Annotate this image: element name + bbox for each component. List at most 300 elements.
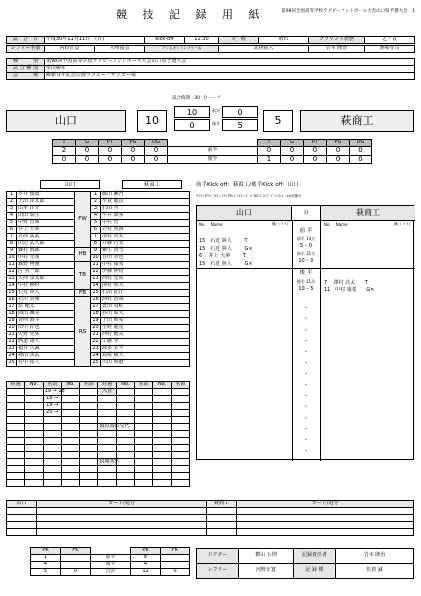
recorder-value: 佐貫 誠 (336, 564, 414, 579)
replacement-cell (7, 410, 25, 417)
replacement-cell (61, 459, 79, 466)
scoring-home-header: 山口 (197, 206, 292, 221)
lineup-away-name: 澤村 弥夫 (101, 283, 190, 290)
value-category: 第98回全国高等学校ラグビーフットボール大会山口県予選大会 (45, 59, 415, 66)
replacement-cell (171, 438, 189, 445)
replacement-section-label: 入替 (98, 389, 116, 396)
replacement-cell (43, 480, 61, 487)
replacement-cell (80, 410, 98, 417)
replacement-header (7, 382, 190, 389)
scoring-timeline-dash: – (304, 338, 308, 344)
hdr-home-dg: DG (145, 140, 168, 147)
replacement-cell (7, 445, 25, 452)
cards-cell (7, 515, 37, 522)
breakdown-label-first: 前半 (168, 147, 258, 156)
value-date: 平成30年11月11日 (日) (45, 37, 145, 44)
replacement-row (7, 473, 190, 480)
value-venue: 維新百年記念公園ラグビー・サッカー場 (45, 73, 415, 80)
replacement-cell (171, 403, 189, 410)
lineup-home-no: 13 (8, 275, 15, 282)
lineup-home-no: 16 (8, 296, 15, 303)
lineup-home-name: 岡田 颯亮 (17, 311, 75, 318)
breakdown-row-second: 0 0 0 0 0 後半 1 0 0 0 0 (53, 155, 372, 164)
hdr-home-pg: PG (122, 140, 145, 147)
value-weather: 晴れ (259, 37, 309, 44)
lineup-home-no: 11 (8, 261, 15, 268)
scoring-vs: 対 (292, 206, 320, 221)
value-kickoff: 12:30 (185, 37, 219, 44)
replacement-cell (153, 438, 171, 445)
replacement-cell (171, 452, 189, 459)
replacement-section-label: 負傷交代 (99, 458, 120, 465)
scoring-col-kind-away: 種(トライ) (394, 222, 411, 226)
doctor-value: 横山 公則 (239, 549, 294, 564)
replacement-cell (25, 445, 43, 452)
chief-recorder-label: 記録責任者 (294, 549, 336, 564)
replacement-cell (98, 445, 116, 452)
lineup-position: HB (75, 248, 91, 262)
replacement-cell (116, 438, 134, 445)
lineup-home-name: 森野 博雅 (17, 262, 75, 269)
replacement-col-header: No. (116, 382, 134, 389)
pen-hdr-home-fk: FK (61, 548, 91, 555)
lineup-home-no: 10 (8, 254, 15, 261)
replacement-cell (80, 424, 98, 431)
scoring-col-name-away: Name (335, 222, 348, 227)
lineup-home-name: 村中 拓人 (17, 360, 75, 367)
lineup-away-name: 西村 星虎 (101, 276, 190, 283)
replacement-cell (7, 396, 25, 403)
label-kickoff: kick-off (145, 37, 185, 44)
hdr-home-g: G (76, 140, 99, 147)
cards-cell (207, 529, 237, 536)
replacement-cell (80, 466, 98, 473)
lineup-home-name: 田辺 武大郎 (17, 241, 75, 248)
lineup-away-no: 21 (92, 331, 99, 338)
lineup-home-no: 24 (8, 352, 15, 359)
replacement-cell (153, 452, 171, 459)
away-first-half-score: 0 (222, 106, 258, 118)
scoring-event-1-label: 前半 14分 (296, 236, 316, 241)
penalty-table (30, 547, 190, 576)
replacement-row (7, 396, 190, 403)
value-ground: 芝・良 (365, 37, 415, 44)
replacement-cell (61, 466, 79, 473)
replacement-cell (171, 389, 189, 396)
cards-row (7, 508, 414, 515)
replacement-cell (80, 438, 98, 445)
lineup-away-no: 19 (92, 317, 99, 324)
replacement-cell (98, 396, 116, 403)
replacement-cell: 19 → (43, 403, 61, 410)
lineup-away-no: 2 (91, 199, 101, 206)
match-duration: 試合時間 30 分ハーフ (172, 96, 221, 101)
lineup-home-name: 青西 海斗 (17, 318, 75, 325)
value-referee: 河野正寛 (45, 46, 95, 53)
first-half-label: 前半 (212, 108, 220, 113)
scoring-timeline-dash: – (304, 382, 308, 388)
replacement-cell (80, 459, 98, 466)
scoring-timeline-dash: – (304, 349, 308, 355)
replacement-cell (43, 466, 61, 473)
replacement-cell (80, 445, 98, 452)
lineup-away-name: 川田 和磨 (101, 360, 190, 367)
lineup-away-no: 23 (92, 345, 99, 352)
replacement-cell (7, 431, 25, 438)
replacement-cell (135, 473, 153, 480)
replacement-cell (153, 417, 171, 424)
replacement-cell (7, 403, 25, 410)
meta-table-row2 (6, 45, 415, 53)
replacement-row (7, 466, 190, 473)
lineup-home-name: 江 喜一郎 (17, 269, 75, 276)
replacement-cell (153, 445, 171, 452)
lineup-away-no: 7 (91, 234, 101, 241)
replacement-cell (80, 452, 98, 459)
replacement-cell (7, 389, 25, 396)
replacement-cell (135, 438, 153, 445)
scoring-timeline-dash: – (304, 404, 308, 410)
scoring-timeline-dash: – (304, 415, 308, 421)
value-assistant-1: 北林拓人 (219, 46, 309, 53)
replacement-cell (43, 445, 61, 452)
replacement-cell (7, 466, 25, 473)
lineup-away-name: 西村 健亮 (101, 332, 190, 339)
replacement-row (7, 445, 190, 452)
kickoff-info: 前半Kick off：萩商工/後半Kick off：山口 (196, 182, 299, 188)
replacement-cell (43, 424, 61, 431)
cards-away-col: カード/処分 (237, 501, 414, 508)
away-total-score: 5 (263, 110, 293, 132)
penalty-row: 1 前半 8 (31, 555, 190, 562)
replacement-row (7, 424, 190, 431)
replacement-cell (25, 410, 43, 417)
cards-cell (237, 515, 414, 522)
replacement-cell (135, 452, 153, 459)
replacement-row (7, 403, 190, 410)
replacement-cell (7, 452, 25, 459)
breakdown-row-first: 2 0 0 0 0 前半 0 0 0 0 0 (53, 147, 372, 156)
replacement-cell (171, 466, 189, 473)
replacement-cell (25, 438, 43, 445)
lineup-home-name: 大西 彦太郎 (17, 276, 75, 283)
home-team-name: 山口 (6, 110, 126, 132)
replacement-cell: 20 → (43, 410, 61, 417)
lineup-home-name: 石近 陸人 (17, 290, 75, 297)
replacement-cell (171, 410, 189, 417)
second-half-label: 後半 (212, 121, 220, 126)
lineup-away-name: 中村 康希 (101, 262, 190, 269)
lineup-away-name: 西村 智哉 (101, 297, 190, 304)
scoring-event-2-score: 10 – 0 (298, 258, 314, 264)
pen-hdr-away-pk: PK (131, 548, 161, 555)
lineup-away-no: 9 (91, 248, 101, 255)
lineup-position: FB (75, 290, 91, 297)
replacement-cell (116, 480, 134, 487)
lineup-away-name: 波多 宏平 (101, 346, 190, 353)
lineup-home-no: 8 (7, 241, 17, 248)
replacement-cell (135, 389, 153, 396)
lineup-away-no: 16 (92, 296, 99, 303)
replacement-cell (135, 424, 153, 431)
replacement-cell (116, 403, 134, 410)
replacement-cell (25, 431, 43, 438)
lineup-away-no: 12 (92, 268, 99, 275)
scoring-col-name: Name (210, 222, 223, 227)
lineup-home-no: 4 (7, 213, 17, 220)
replacement-cell (135, 445, 153, 452)
replacement-cell (25, 403, 43, 410)
replacement-cell (7, 438, 25, 445)
lineup-home-no: 22 (8, 338, 15, 345)
scoring-away-entry: 11 中村 康希 G× (324, 287, 375, 293)
scoring-timeline-dash: – (304, 316, 308, 322)
scoring-away-entry: 7 澤村 亮太 T (324, 280, 368, 286)
replacement-cell (135, 417, 153, 424)
replacement-cell (43, 473, 61, 480)
replacement-cell (171, 459, 189, 466)
lineup-away-no: 4 (91, 213, 101, 220)
lineup-home-no: 12 (8, 268, 15, 275)
replacement-cell (80, 431, 98, 438)
cards-cell (7, 529, 37, 536)
lineup-home-no: 23 (8, 345, 15, 352)
tournament-reference: 第98回全国高等学校ラグビーフットボール大会山口県予選大会 1 (281, 9, 415, 14)
meta-table-row1 (6, 36, 415, 44)
home-first-half-score: 10 (174, 106, 210, 118)
replacement-cell (61, 403, 79, 410)
page-title: 競 技 記 録 用 紙 (116, 8, 266, 21)
lineup-home-no: 21 (8, 331, 15, 338)
cards-cell (37, 522, 207, 529)
replacement-cell (135, 403, 153, 410)
replacement-cell (80, 389, 98, 396)
replacement-cell (153, 459, 171, 466)
scoring-timeline-dash: – (304, 371, 308, 377)
referee-label: レフリー (197, 564, 239, 579)
scoring-col-no: No. (199, 222, 206, 227)
replacement-cell (61, 424, 79, 431)
lineup-away-no: 14 (92, 282, 99, 289)
pen-hdr-away-fk: FK (161, 548, 190, 555)
chief-recorder-value: 岩本 隆治 (336, 549, 414, 564)
replacement-cell (61, 445, 79, 452)
lineup-home-name: 中村 柳杉 (17, 283, 75, 290)
lineup-away-name: 櫛生 貴雪 (101, 248, 190, 255)
replacement-cell (153, 410, 171, 417)
scoring-home-entry: 15 石近 陸人 G× (199, 245, 253, 252)
lineup-away-name: 伊藤 伸悟 (101, 269, 190, 276)
lineup-away-name: 石田 丞 (101, 206, 190, 213)
scoring-event-2-label: 前半 31分 (296, 251, 316, 256)
value-assistant-3: 濱崎孝司 (365, 46, 415, 53)
hdr-away-pt: PT (304, 140, 327, 147)
label-category: 種 別 (7, 59, 45, 66)
lineup-away-header: 萩商工 (122, 180, 182, 189)
lineup-away-no: 15 (92, 289, 99, 296)
replacement-cell (153, 480, 171, 487)
lineup-away-name: 石冶 紀洋 (101, 290, 190, 297)
lineup-away-no: 5 (91, 220, 101, 227)
replacement-cell (25, 424, 43, 431)
scoring-away-header: 萩商工 (320, 206, 415, 221)
hdr-away-t: T (258, 140, 281, 147)
penalty-row: 4 後半 4 (31, 562, 190, 569)
replacement-cell (61, 473, 79, 480)
lineup-away-no: 6 (91, 227, 101, 234)
replacement-cell (153, 389, 171, 396)
cards-row (7, 529, 414, 536)
replacement-cell (153, 431, 171, 438)
replacement-row (7, 459, 190, 466)
scoring-timeline-dash: – (304, 305, 308, 311)
replacement-cell (80, 396, 98, 403)
lineup-away-no: 11 (92, 261, 99, 268)
label-venue: 会 場 (7, 73, 45, 80)
replacement-table (6, 381, 190, 487)
cards-row (7, 522, 414, 529)
cards-cell (37, 508, 207, 515)
replacement-cell (153, 473, 171, 480)
scoring-event-3-label: 後半 21分 (296, 279, 316, 284)
lineup-away-name: 井藤 巧実 (101, 241, 190, 248)
pen-hdr-home-pk: PK (31, 548, 61, 555)
scoring-timeline-dash: – (304, 437, 308, 443)
recorder-label: 記 録 係 (294, 564, 336, 579)
cards-cell (37, 515, 207, 522)
scoring-event-3-score: 10 – 5 (298, 286, 314, 292)
value-referee-union: 九州協会 (95, 46, 145, 53)
scoring-timeline-dash: – (304, 448, 308, 454)
scoring-timeline-dash: – (304, 393, 308, 399)
lineup-home-no: 17 (8, 303, 15, 310)
replacement-cell (153, 396, 171, 403)
cards-cell (237, 522, 414, 529)
lineup-home-no: 3 (7, 206, 17, 213)
replacement-cell (7, 424, 25, 431)
replacement-cell (43, 452, 61, 459)
lineup-home-no: 6 (7, 227, 17, 234)
replacement-cell (61, 480, 79, 487)
replacement-cell (61, 438, 79, 445)
cards-cell (37, 529, 207, 536)
hdr-home-t: T (53, 140, 76, 147)
lineup-home-no: 25 (8, 359, 15, 366)
label-match-type: 試 合 種 別 (7, 66, 45, 73)
hdr-away-dg: DG (350, 140, 372, 147)
replacement-row (7, 431, 190, 438)
scoring-second-half-label: 後 半 (299, 270, 313, 276)
replacement-cell (25, 452, 43, 459)
replacement-cell (61, 431, 79, 438)
home-second-half-score: 0 (174, 119, 210, 131)
replacement-cell (43, 431, 61, 438)
lineup-home-no: 5 (7, 220, 17, 227)
lineup-home-no: 1 (7, 192, 17, 199)
replacement-row (7, 480, 190, 487)
lineup-home-no: 18 (8, 310, 15, 317)
replacement-cell (98, 480, 116, 487)
lineup-home-name: 原 穂元 (17, 304, 75, 311)
replacement-cell (171, 473, 189, 480)
replacement-cell (171, 445, 189, 452)
lineup-away-no: 8 (91, 241, 101, 248)
replacement-cell (98, 431, 116, 438)
replacement-cell (43, 459, 61, 466)
scoring-col-kind: 種(トライ) (272, 222, 289, 226)
replacement-cell (80, 417, 98, 424)
doctor-label: ドクター (197, 549, 239, 564)
lineup-away-name: 谷川 暗大 (101, 311, 190, 318)
scoring-event-1-score: 5 – 0 (299, 243, 313, 249)
replacement-cell (7, 417, 25, 424)
lineup-position: TB (75, 262, 91, 290)
replacement-col-header: 名前 (43, 382, 61, 389)
replacement-cell (135, 396, 153, 403)
cards-cell (237, 529, 414, 536)
lineup-away-name: 香田 真虹 (101, 304, 190, 311)
replacement-cell (25, 480, 43, 487)
replacement-cell (98, 410, 116, 417)
replacement-cell (98, 438, 116, 445)
replacement-cell (135, 459, 153, 466)
cards-cell (237, 508, 414, 515)
label-weather: 天 候 (219, 37, 259, 44)
cards-row (7, 515, 414, 522)
replacement-cell (116, 473, 134, 480)
replacement-row (7, 452, 190, 459)
lineup-away-name: 清村 亮太 (101, 234, 190, 241)
lineup-home-name: 山本 洋介 (17, 206, 75, 213)
lineup-home-name: 山田 瑞生 (17, 213, 75, 220)
scoring-col-no-away: No. (324, 222, 331, 227)
replacement-cell (171, 480, 189, 487)
replacement-cell (25, 459, 43, 466)
lineup-away-name: 中村 悟 (101, 220, 190, 227)
scoring-timeline-dash: – (304, 327, 308, 333)
lineup-away-name: 岩村 滉海 (101, 227, 190, 234)
lineup-away-name: 藤田 瀬吾 (101, 192, 190, 199)
lineup-home-name: 福井 久誠 (17, 346, 75, 353)
lineup-home-no: 9 (7, 248, 17, 255)
cards-cell (7, 508, 37, 515)
scoring-record-panel (196, 205, 414, 460)
replacement-cell (135, 410, 153, 417)
cards-home-label: 山口 (7, 501, 37, 508)
lineup-home-name: 篠田 歩武 (17, 353, 75, 360)
replacement-cell (171, 417, 189, 424)
away-team-name: 萩商工 (300, 110, 414, 132)
lineup-row (7, 360, 190, 367)
lineup-home-no: 15 (8, 289, 15, 296)
hdr-home-pt: PT (99, 140, 122, 147)
scoring-timeline-dash: – (304, 426, 308, 432)
replacement-cell (171, 396, 189, 403)
label-date: 試 合 日 (7, 37, 45, 44)
lineup-home-name: 井上 大夢 (17, 227, 75, 234)
scoring-away-entries (324, 280, 374, 294)
breakdown-label-second: 後半 (168, 155, 258, 164)
lineup-away-no: 18 (92, 310, 99, 317)
lineup-away-name: 小野 龍星 (101, 325, 190, 332)
cards-cell (7, 522, 37, 529)
hdr-away-pg: PG (327, 140, 350, 147)
replacement-cell (7, 473, 25, 480)
replacement-cell (7, 459, 25, 466)
replacement-section-label: 血の為の交代 (99, 423, 130, 430)
scoring-first-half-label: 前 半 (299, 228, 313, 234)
lineup-away-no: 20 (92, 324, 99, 331)
